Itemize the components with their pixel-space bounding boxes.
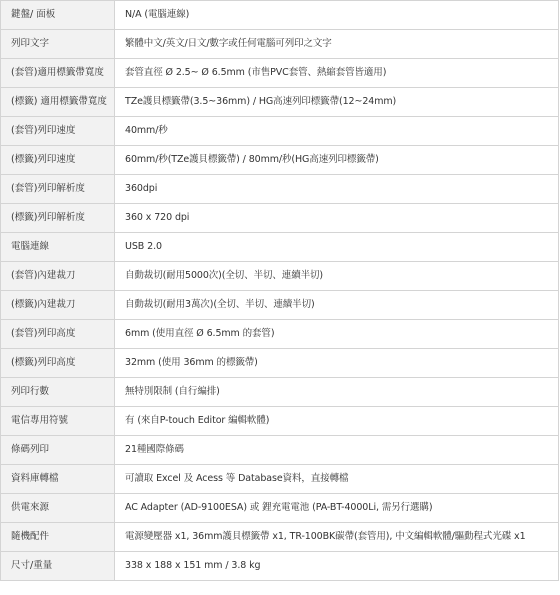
spec-value: 無特別限制 (自行編排) <box>115 378 559 407</box>
spec-value: 338 x 188 x 151 mm / 3.8 kg <box>115 552 559 581</box>
spec-value: 繁體中文/英文/日文/數字或任何電腦可列印之文字 <box>115 30 559 59</box>
spec-value: 21種國際條碼 <box>115 436 559 465</box>
spec-label: 資料庫轉檔 <box>1 465 115 494</box>
table-row <box>1 146 559 175</box>
table-row <box>1 175 559 204</box>
spec-label: (標籤)列印速度 <box>1 146 115 175</box>
spec-value: 360 x 720 dpi <box>115 204 559 233</box>
table-row <box>1 291 559 320</box>
table-row <box>1 349 559 378</box>
spec-value: 360dpi <box>115 175 559 204</box>
spec-label: (標籤)列印解析度 <box>1 204 115 233</box>
table-row <box>1 436 559 465</box>
spec-value: 有 (來自P-touch Editor 編輯軟體) <box>115 407 559 436</box>
table-row <box>1 117 559 146</box>
table-row <box>1 523 559 552</box>
table-row <box>1 407 559 436</box>
spec-label: 列印行數 <box>1 378 115 407</box>
spec-label: (套管)列印解析度 <box>1 175 115 204</box>
spec-value: 電源變壓器 x1, 36mm護貝標籤帶 x1, TR-100BK碳帶(套管用), 中文編輯軟體/驅動程式光碟 x1 <box>115 523 559 552</box>
table-row <box>1 320 559 349</box>
spec-value: 32mm (使用 36mm 的標籤帶) <box>115 349 559 378</box>
spec-label: 電腦連線 <box>1 233 115 262</box>
table-row <box>1 1 559 30</box>
table-row <box>1 465 559 494</box>
spec-label: (標籤)列印高度 <box>1 349 115 378</box>
table-row <box>1 378 559 407</box>
spec-label: (套管)列印高度 <box>1 320 115 349</box>
spec-label: (套管)內建裁刀 <box>1 262 115 291</box>
spec-label: (標籤)內建裁刀 <box>1 291 115 320</box>
spec-value: 套管直徑 Ø 2.5~ Ø 6.5mm (市售PVC套管、熱縮套管皆適用) <box>115 59 559 88</box>
spec-label: 列印文字 <box>1 30 115 59</box>
spec-label: 條碼列印 <box>1 436 115 465</box>
spec-value: 6mm (使用直徑 Ø 6.5mm 的套管) <box>115 320 559 349</box>
table-row <box>1 494 559 523</box>
spec-label: (套管)列印速度 <box>1 117 115 146</box>
spec-value: TZe護貝標籤帶(3.5~36mm) / HG高速列印標籤帶(12~24mm) <box>115 88 559 117</box>
spec-value: 自動裁切(耐用5000次)(全切、半切、連續半切) <box>115 262 559 291</box>
table-row <box>1 552 559 581</box>
spec-label: 電信專用符號 <box>1 407 115 436</box>
spec-value: 自動裁切(耐用3萬次)(全切、半切、連續半切) <box>115 291 559 320</box>
table-row <box>1 59 559 88</box>
spec-value: USB 2.0 <box>115 233 559 262</box>
spec-value: 60mm/秒(TZe護貝標籤帶) / 80mm/秒(HG高速列印標籤帶) <box>115 146 559 175</box>
spec-value: 40mm/秒 <box>115 117 559 146</box>
spec-label: 供電來源 <box>1 494 115 523</box>
spec-label: (標籤) 適用標籤帶寬度 <box>1 88 115 117</box>
table-row <box>1 204 559 233</box>
spec-label: 鍵盤/ 面板 <box>1 1 115 30</box>
spec-value: AC Adapter (AD-9100ESA) 或 鋰充電電池 (PA-BT-4000Li, 需另行選購) <box>115 494 559 523</box>
table-row <box>1 233 559 262</box>
table-row <box>1 88 559 117</box>
spec-value: N/A (電腦連線) <box>115 1 559 30</box>
table-row <box>1 30 559 59</box>
spec-label: (套管)適用標籤帶寬度 <box>1 59 115 88</box>
table-row <box>1 262 559 291</box>
spec-value: 可讀取 Excel 及 Acess 等 Database資料，直接轉檔 <box>115 465 559 494</box>
spec-label: 隨機配件 <box>1 523 115 552</box>
spec-label: 尺寸/重量 <box>1 552 115 581</box>
